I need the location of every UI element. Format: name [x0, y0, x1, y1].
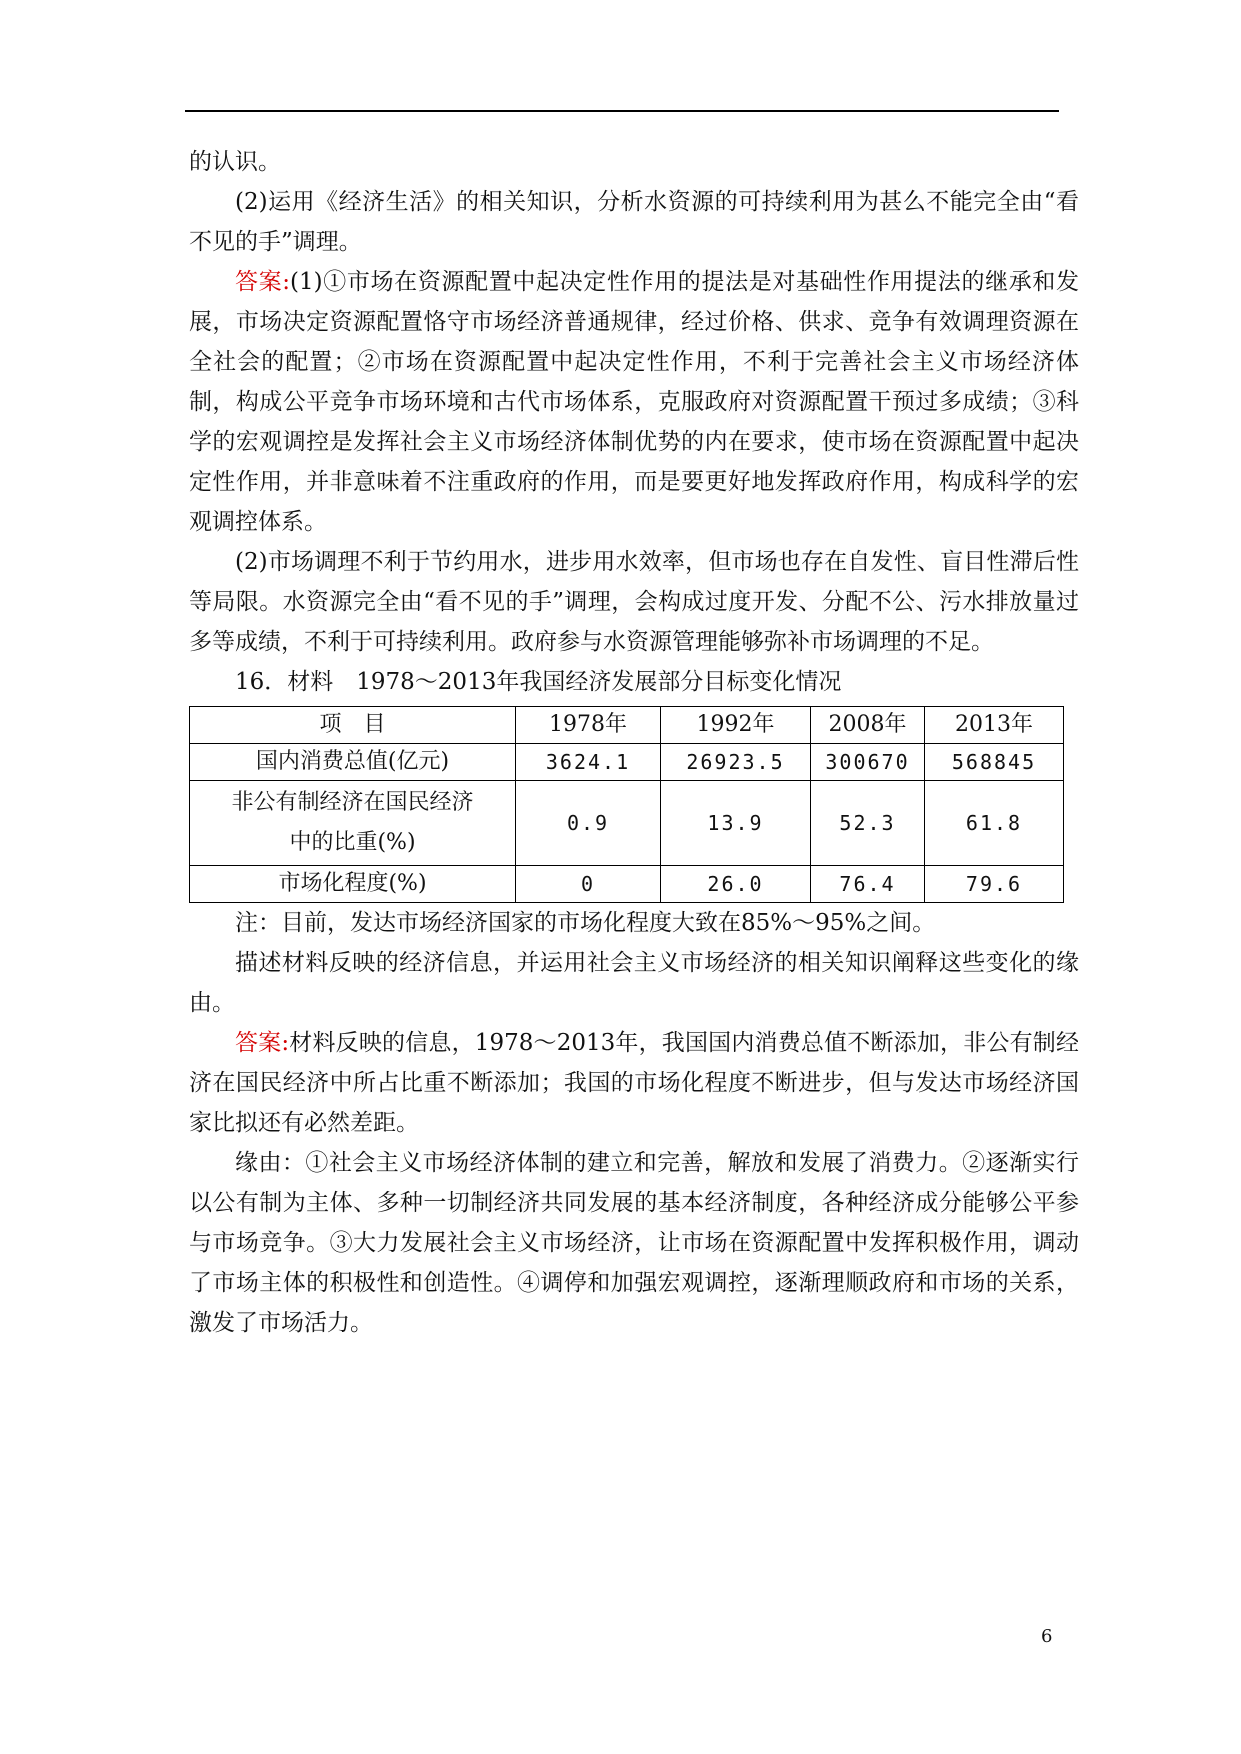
- text-line: 的认识。: [189, 149, 281, 175]
- table-cell: 300670: [811, 744, 925, 781]
- table-row-label: 非公有制经济在国民经济中的比重(%): [190, 781, 516, 866]
- table-cell: 61.8: [925, 781, 1064, 866]
- question-16-caption: 16．材料 1978～2013年我国经济发展部分目标变化情况: [235, 669, 842, 695]
- table-row: [190, 781, 1064, 866]
- table-cell: 26923.5: [661, 744, 811, 781]
- answer-text: (1)①市场在资源配置中起决定性作用的提法是对基础性作用提法的继承和发展，市场决定资源配置恪守市场经济普通规律，经过价格、供求、竞争有效调理资源在全社会的配置；②市场在资源配置中起决定性作用，不利于完善社会主义市场经济体制，构成公平竞争市场环境和古代市场体系，克服政府对资源配置干预过多成绩；③科学的宏观调控是发挥社会主义市场经济体制优势的内在要求，使市场在资源配置中起决定性作用，并非意味着不注重政府的作用，而是要更好地发挥政府作用，构成科学的宏观调控体系。: [189, 269, 1079, 535]
- table-row: [190, 866, 1064, 903]
- table-header-cell: 2008年: [811, 707, 925, 744]
- table-header-cell: 项 目: [190, 707, 516, 744]
- table-header-cell: 1978年: [516, 707, 661, 744]
- answer-2: [189, 1023, 1079, 1143]
- table-row-label: 市场化程度(%): [190, 866, 516, 903]
- table-header-cell: 1992年: [661, 707, 811, 744]
- data-table: [189, 706, 1064, 903]
- answer-text: 材料反映的信息，1978～2013年，我国国内消费总值不断添加，非公有制经济在国民经济中所占比重不断添加；我国的市场化程度不断进步，但与发达市场经济国家比拟还有必然差距。: [189, 1030, 1079, 1136]
- table-row-label: 国内消费总值(亿元): [190, 744, 516, 781]
- answer-label: 答案:: [235, 269, 291, 295]
- question-part-2: (2)运用《经济生活》的相关知识，分析水资源的可持续利用为甚么不能完全由“看不见的手”调理。: [189, 189, 1079, 255]
- table-cell: 13.9: [661, 781, 811, 866]
- page-number: 6: [1041, 1626, 1053, 1647]
- table-cell: 52.3: [811, 781, 925, 866]
- answer-1-part-2: (2)市场调理不利于节约用水，进步用水效率，但市场也存在自发性、盲目性滞后性等局限。水资源完全由“看不见的手”调理，会构成过度开发、分配不公、污水排放量过多等成绩，不利于可持续利用。政府参与水资源管理能够弥补市场调理的不足。: [189, 549, 1079, 655]
- table-cell: 26.0: [661, 866, 811, 903]
- answer-label: 答案:: [235, 1030, 290, 1056]
- table-cell: 79.6: [925, 866, 1064, 903]
- answer-2-reasons: 缘由：①社会主义市场经济体制的建立和完善，解放和发展了消费力。②逐渐实行以公有制为主体、多种一切制经济共同发展的基本经济制度，各种经济成分能够公平参与市场竞争。③大力发展社会主义市场经济，让市场在资源配置中发挥积极作用，调动了市场主体的积极性和创造性。④调停和加强宏观调控，逐渐理顺政府和市场的关系，激发了市场活力。: [189, 1150, 1079, 1336]
- table-header-row: [190, 707, 1064, 744]
- page-body: [189, 142, 1079, 1343]
- header-rule: [185, 110, 1059, 112]
- table-note: 注：目前，发达市场经济国家的市场化程度大致在85%～95%之间。: [235, 910, 936, 936]
- answer-1-part-1: [189, 262, 1079, 542]
- table-cell: 76.4: [811, 866, 925, 903]
- table-header-cell: 2013年: [925, 707, 1064, 744]
- table-row: [190, 744, 1064, 781]
- table-cell: 568845: [925, 744, 1064, 781]
- table-cell: 0: [516, 866, 661, 903]
- table-cell: 3624.1: [516, 744, 661, 781]
- question-16-prompt: 描述材料反映的经济信息，并运用社会主义市场经济的相关知识阐释这些变化的缘由。: [189, 950, 1079, 1016]
- table-cell: 0.9: [516, 781, 661, 866]
